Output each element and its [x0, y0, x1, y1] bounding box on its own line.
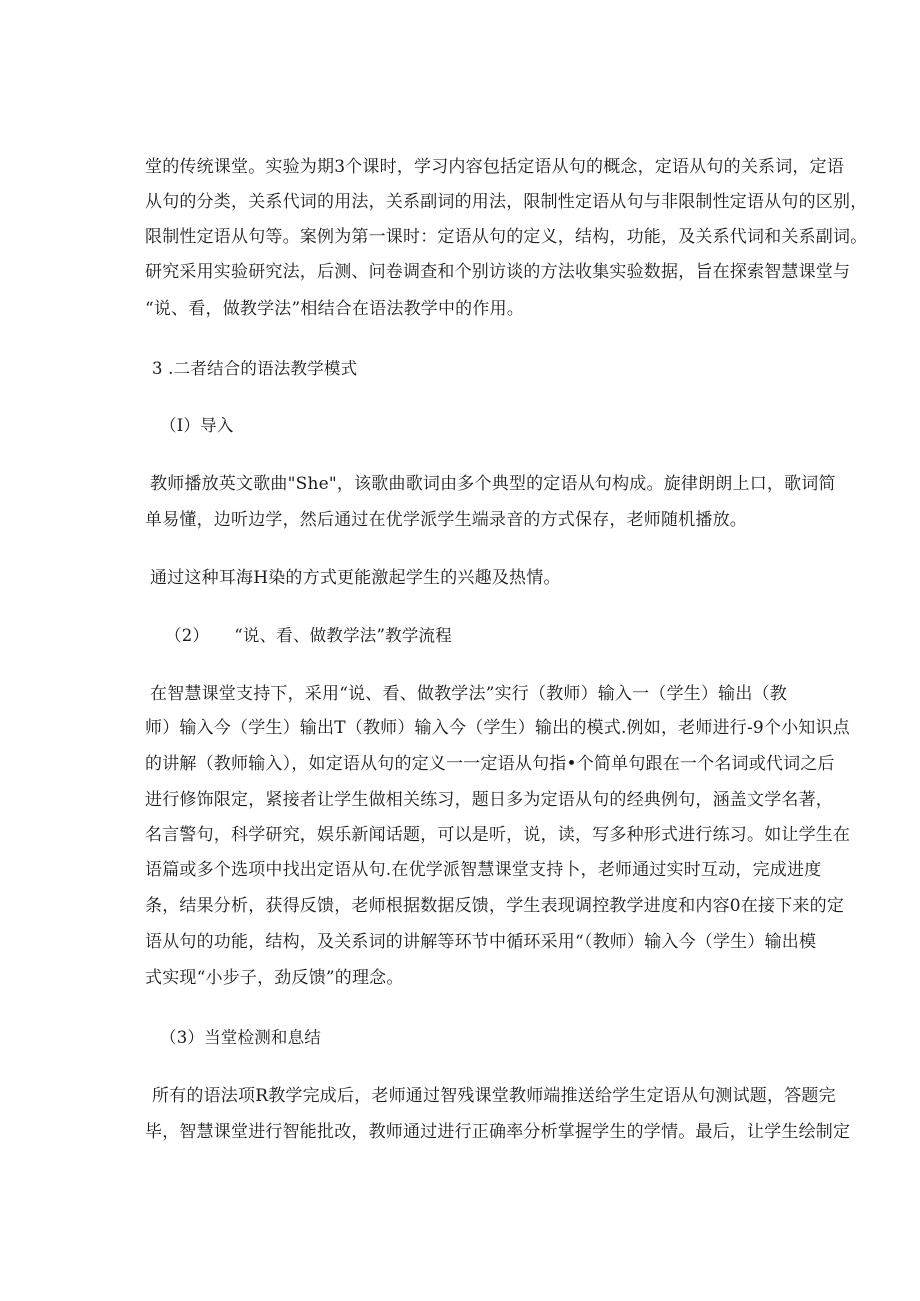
paragraph-line: 单易懂，边听边学，然后通过在优学派学生端录音的方式保存，老师随机播放。: [145, 510, 747, 530]
paragraph-line: 堂的传统课堂。实验为期3个课时，学习内容包括定语从句的概念，定语从句的关系词，定语: [145, 157, 845, 177]
paragraph-line: 的讲解（教师输入），如定语从句的定义一一定语从句指•个简单句跟在一个名词或代词之后: [145, 754, 835, 774]
paragraph-line: 名言警句，科学研究，娱乐新闻话题，可以是听，说，读，写多种形式进行练习。如让学生在: [145, 825, 851, 845]
paragraph-line: 式实现“小步子，劲反馈”的理念。: [145, 968, 404, 988]
subsection-heading: （3）当堂检测和息结: [160, 1028, 321, 1047]
paragraph-line: 通过这种耳海H染的方式更能激起学生的兴趣及热情。: [150, 568, 561, 588]
paragraph-line: “说、看，做教学法”相结合在语法教学中的作用。: [145, 299, 524, 319]
paragraph-line: 毕，智慧课堂进行智能批改，教师通过进行正确率分析掌握学生的学情。最后，让学生绘制定: [145, 1122, 851, 1142]
paragraph-line: 从句的分类，关系代词的用法，关系副词的用法，限制性定语从句与非限制性定语从句的区别，: [145, 192, 868, 212]
paragraph-line: 研究采用实验研究法，后测、问卷调查和个别访谈的方法收集实验数据，旨在探索智慧课堂与: [145, 262, 851, 282]
paragraph-line: 限制性定语从句等。案例为第一课时：定语从句的定义，结构，功能，及关系代词和关系副词。: [145, 227, 868, 247]
paragraph-line: 进行修饰限定，紧接者让学生做相关练习，题日多为定语从句的经典例句，涵盖文学名著，: [145, 790, 833, 810]
subsection-heading: （I）导入: [160, 416, 234, 435]
paragraph-line: 在智慧课堂支持下，采用“说、看、做教学法”实行（教师）输入一（学生）输出（教: [150, 684, 787, 704]
paragraph-line: 师）输入今（学生）输出T（教师）输入今（学生）输出的模式.例如，老师进行-9个小知识点: [145, 718, 850, 738]
paragraph-line: 条，结果分析，获得反馈，老师根据数据反馈，学生表现调控教学进度和内容0在接下来的定: [145, 896, 845, 916]
paragraph-line: 语从句的功能，结构，及关系词的讲解等环节中循环采用“（教师）输入今（学生）输出模: [145, 932, 817, 952]
paragraph-line: 所有的语法项R教学完成后，老师通过智残课堂教师端推送给学生定语从句测试题，答题完: [152, 1086, 836, 1106]
paragraph-line: 教师播放英文歌曲"She"，该歌曲歌词由多个典型的定语从句构成。旋律朗朗上口，歌词简: [150, 474, 836, 494]
section-heading: 3 .二者结合的语法教学模式: [152, 359, 358, 378]
paragraph-line: 语篇或多个选项中找出定语从句.在优学派智慧课堂支持卜，老师通过实时互动，完成进度: [145, 860, 822, 880]
subsection-heading: （2） “说、看、做教学法”教学流程: [165, 626, 452, 645]
